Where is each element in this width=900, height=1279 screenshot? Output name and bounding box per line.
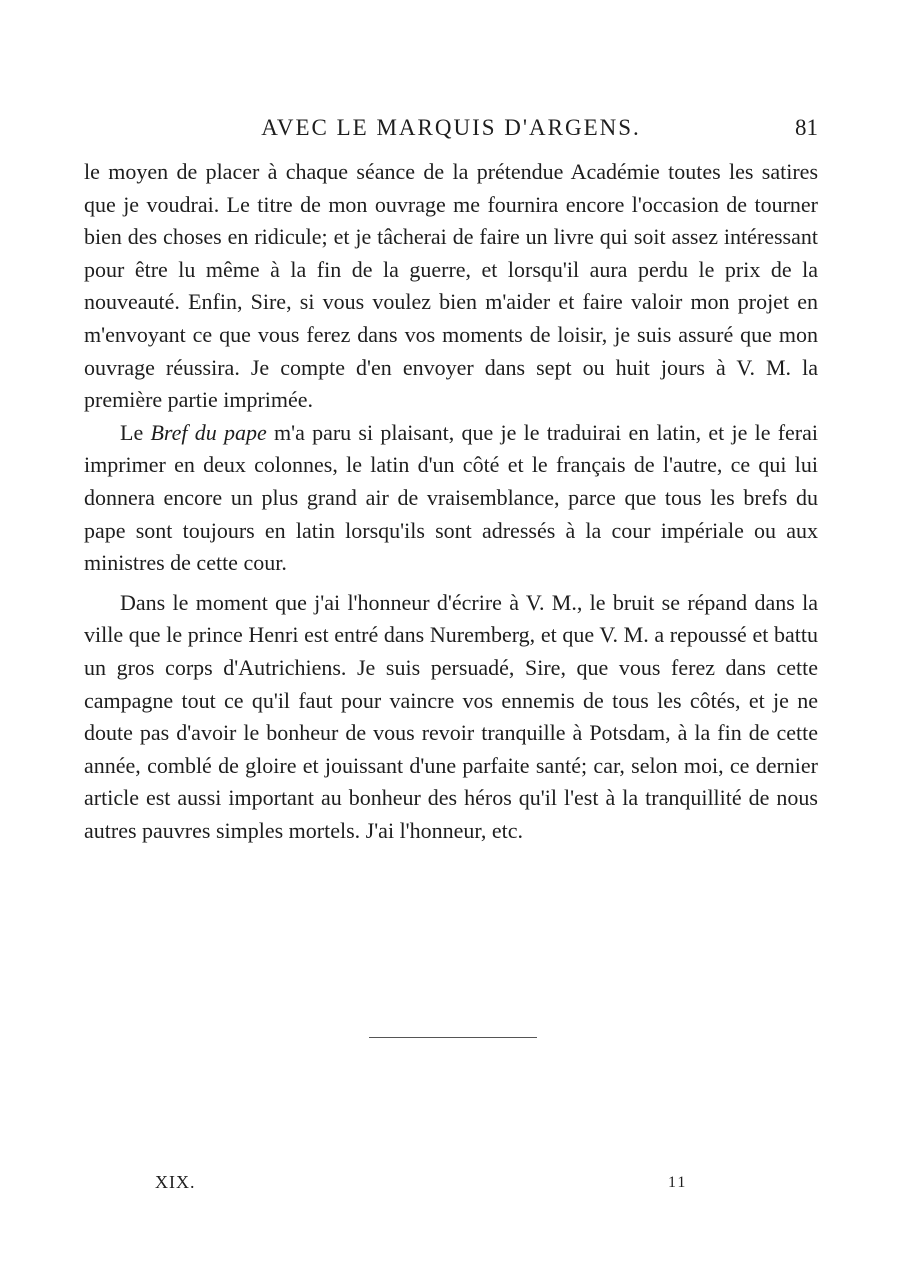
paragraph-2	[84, 417, 818, 580]
paragraph-2-start: Le	[120, 419, 151, 445]
page-number: 81	[795, 115, 818, 140]
body-text	[84, 156, 818, 847]
closing-rule	[369, 1037, 537, 1038]
paragraph-2-rest: m'a paru si plaisant, que je le traduirai en latin, et je le ferai imprimer en deux colonnes, le latin d'un côté et le français de l'autre, ce qui lui donnera encore un plus grand air de vraisemblance, parce que tous les brefs du pape sont toujours en latin lorsqu'ils sont adressés à la cour impériale ou aux ministres de cette cour.	[84, 419, 818, 576]
signature-mark: 11	[668, 1174, 688, 1191]
italic-title: Bref du pape	[150, 419, 267, 445]
volume-number: XIX.	[155, 1172, 196, 1192]
running-head: AVEC LE MARQUIS D'ARGENS.	[261, 115, 641, 140]
paragraph-3: Dans le moment que j'ai l'honneur d'écrire à V. M., le bruit se répand dans la ville que le prince Henri est entré dans Nuremberg, et que V. M. a repoussé et battu un gros corps d'Autrichiens. Je suis persuadé, Sire, que vous ferez dans cette campagne tout ce qu'il faut pour vaincre vos ennemis de tous les côtés, et je ne doute pas d'avoir le bonheur de vous revoir tranquille à Potsdam, à la fin de cette année, comblé de gloire et jouissant d'une parfaite santé; car, selon moi, ce dernier article est aussi important au bonheur des héros qu'il l'est à la tranquillité de nous autres pauvres simples mortels. J'ai l'honneur, etc.	[84, 589, 818, 843]
page-header	[84, 112, 818, 144]
paragraph-1: le moyen de placer à chaque séance de la prétendue Académie toutes les satires que je voudrai. Le titre de mon ouvrage me fournira encore l'occasion de tourner bien des choses en ridicule; et je tâcherai de faire un livre qui soit assez intéressant pour être lu même à la fin de la guerre, et lorsqu'il aura perdu le prix de la nouveauté. Enfin, Sire, si vous voulez bien m'aider et faire valoir mon projet en m'envoyant ce que vous ferez dans vos moments de loisir, je suis assuré que mon ouvrage réussira. Je compte d'en envoyer dans sept ou huit jours à V. M. la première partie imprimée.	[84, 159, 818, 413]
